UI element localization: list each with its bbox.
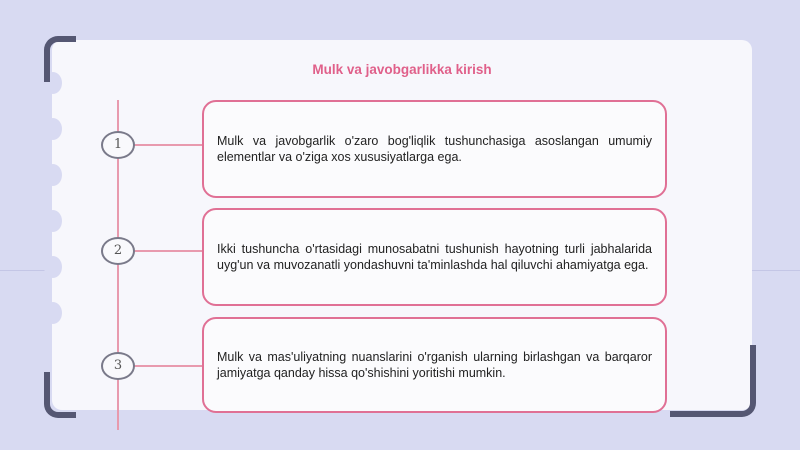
- step-text-1: Mulk va javobgarlik o'zaro bog'liqlik tushunchasiga asoslangan umumiy elementlar va o'ziga xos xususiyatlarga ega.: [217, 134, 652, 164]
- step-marker-1: 1: [101, 131, 135, 159]
- notebook-scallop: [44, 302, 62, 324]
- notebook-scallop: [44, 118, 62, 140]
- step-card-1: [202, 100, 667, 198]
- step-marker-3: 3: [101, 352, 135, 380]
- notebook-scallop: [44, 256, 62, 278]
- frame-corner-bottom-left: [44, 372, 76, 418]
- step-text-2: Ikki tushuncha o'rtasidagi munosabatni tushunish hayotning turli jabhalarida uyg'un va muvozanatli yondashuvni ta'minlashda hal qiluvchi ahamiyatga ega.: [217, 242, 652, 272]
- notebook-scallop: [44, 210, 62, 232]
- frame-corner-bottom-right: [670, 345, 756, 417]
- step-card-3: [202, 317, 667, 413]
- timeline-connector: [134, 250, 204, 252]
- step-card-2: [202, 208, 667, 306]
- step-text-3: Mulk va mas'uliyatning nuanslarini o'rganish ularning birlashgan va barqaror jamiyatga qanday hissa qo'shishini yoritishi mumkin.: [217, 350, 652, 380]
- notebook-scallop: [44, 164, 62, 186]
- step-marker-2: 2: [101, 237, 135, 265]
- slide-title: Mulk va javobgarlikka kirish: [312, 62, 492, 77]
- timeline-connector: [134, 144, 204, 146]
- timeline-connector: [134, 365, 204, 367]
